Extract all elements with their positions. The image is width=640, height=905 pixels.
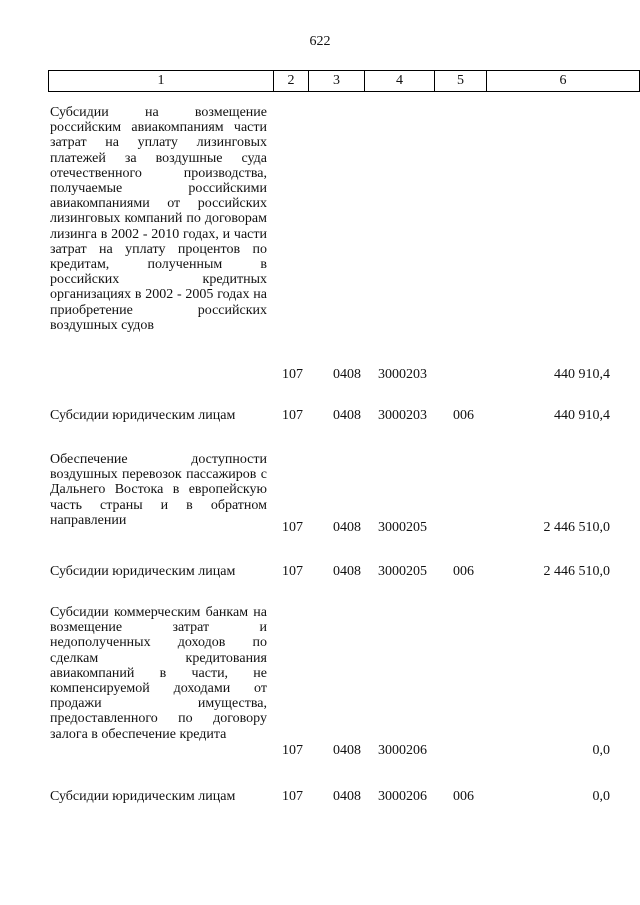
page-number: 622 (309, 34, 331, 49)
column-header-2: 2 (274, 71, 309, 92)
row-value-col3: 0408 (333, 520, 361, 535)
row-description: Обеспечение доступности воздушных перевозок пассажиров с Дальнего Востока в европейскую часть страны и в обратном направлении (50, 452, 267, 528)
row-value-col4: 3000203 (378, 408, 427, 423)
row-description: Субсидии юридическим лицам (50, 408, 236, 423)
row-description: Субсидии коммерческим банкам на возмещение затрат и недополученных доходов по сделкам кредитования авиакомпаний в части, не компенсируемой доходами от продажи имущества, предоставленного по договору залога в обеспечение кредита (50, 605, 267, 742)
row-value-col3: 0408 (333, 367, 361, 382)
row-value-col2: 107 (282, 789, 303, 804)
row-value-col2: 107 (282, 743, 303, 758)
row-value-col3: 0408 (333, 789, 361, 804)
column-header-1: 1 (49, 71, 274, 92)
row-value-col4: 3000203 (378, 367, 427, 382)
row-value-col4: 3000205 (378, 564, 427, 579)
row-value-col6: 0,0 (592, 789, 610, 804)
row-value-col6: 440 910,4 (554, 367, 610, 382)
row-description: Субсидии юридическим лицам (50, 789, 236, 804)
row-value-col5: 006 (453, 789, 474, 804)
column-header-6: 6 (487, 71, 640, 92)
row-value-col6: 0,0 (592, 743, 610, 758)
row-value-col3: 0408 (333, 408, 361, 423)
row-value-col4: 3000206 (378, 789, 427, 804)
column-header-3: 3 (309, 71, 365, 92)
column-header-5: 5 (435, 71, 487, 92)
row-value-col2: 107 (282, 564, 303, 579)
row-value-col3: 0408 (333, 743, 361, 758)
row-value-col6: 2 446 510,0 (543, 520, 610, 535)
column-header-row (49, 71, 640, 92)
row-value-col6: 440 910,4 (554, 408, 610, 423)
column-header-4: 4 (365, 71, 435, 92)
row-description: Субсидии юридическим лицам (50, 564, 236, 579)
row-value-col2: 107 (282, 408, 303, 423)
row-value-col6: 2 446 510,0 (543, 564, 610, 579)
row-description: Субсидии на возмещение российским авиакомпаниям части затрат на уплату лизинговых платежей за воздушные суда отечественного производства, получаемые российскими авиакомпаниями от российских лизинговых компаний по договорам лизинга в 2002 - 2010 годах, и части затрат на уплату процентов по кредитам, полученным в российских кредитных организациях в 2002 - 2005 годах на приобретение российских воздушных судов (50, 105, 267, 333)
row-value-col4: 3000206 (378, 743, 427, 758)
row-value-col2: 107 (282, 367, 303, 382)
row-value-col2: 107 (282, 520, 303, 535)
row-value-col5: 006 (453, 408, 474, 423)
row-value-col3: 0408 (333, 564, 361, 579)
row-value-col4: 3000205 (378, 520, 427, 535)
column-header-table (48, 70, 640, 92)
row-value-col5: 006 (453, 564, 474, 579)
